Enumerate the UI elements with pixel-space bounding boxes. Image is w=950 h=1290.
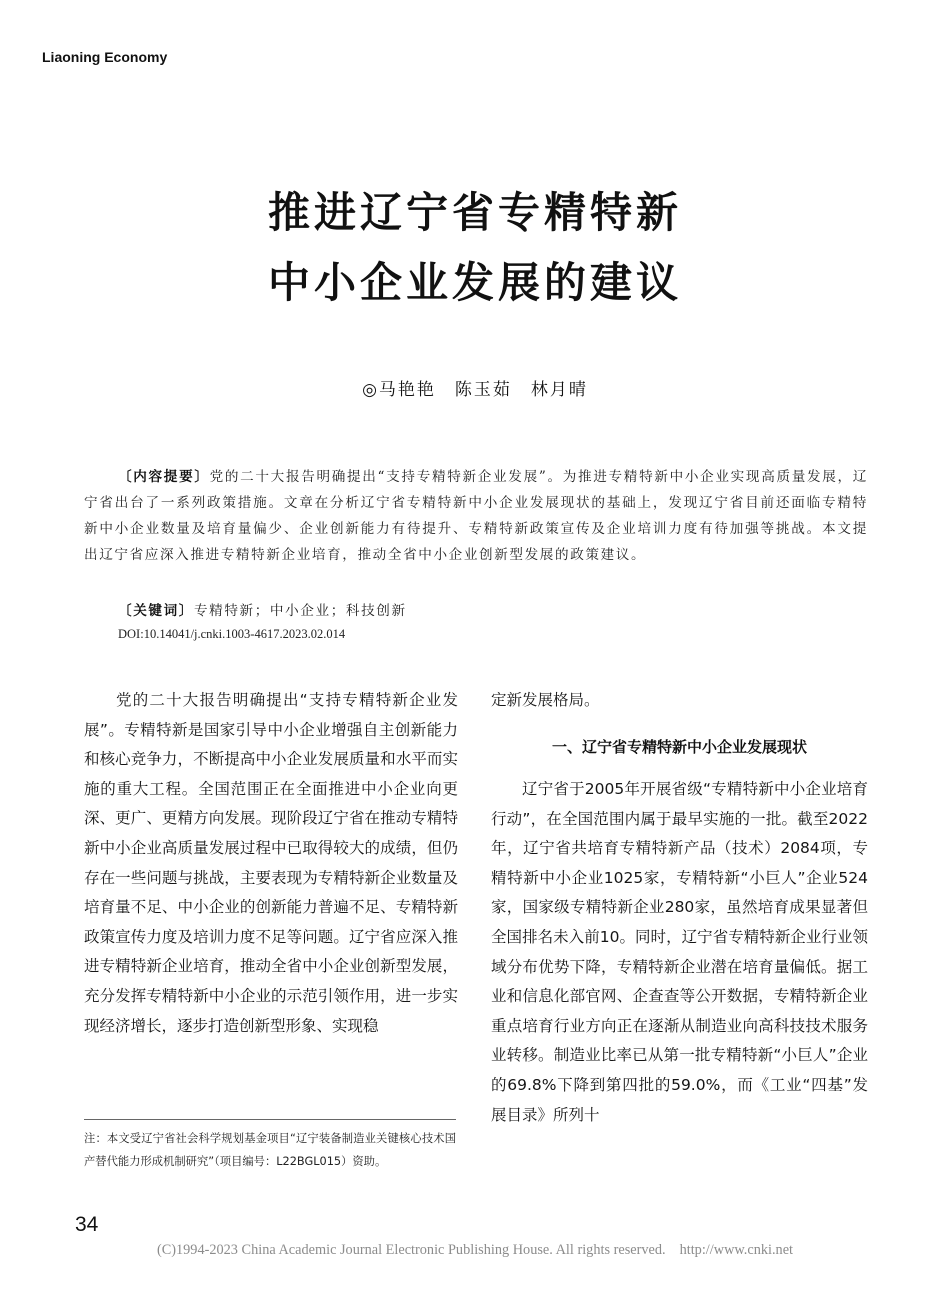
keywords [118,599,407,619]
footnote: 注：本文受辽宁省社会科学规划基金项目“辽宁装备制造业关键核心技术国产替代能力形成机制研究”（项目编号：L22BGL015）资助。 [84,1132,456,1168]
page-number: 34 [75,1213,99,1236]
body-right-continuation: 定新发展格局。 [491,691,600,709]
article-title-line-1: 推进辽宁省专精特新 [267,188,682,237]
body-left-paragraph: 党的二十大报告明确提出“支持专精特新企业发展”。专精特新是国家引导中小企业增强自主创新能力和核心竞争力，不断提高中小企业发展质量和水平而实施的重大工程。全国范围正在全面推进中小企业向更深、更广、更精方向发展。现阶段辽宁省在推动专精特新中小企业高质量发展过程中已取得较大的成绩，但仍存在一些问题与挑战，主要表现为专精特新企业数量及培育量不足、中小企业的创新能力普遍不足、专精特新政策宣传力度及培训力度不足等问题。辽宁省应深入推进专精特新企业培育，推动全省中小企业创新型发展，充分发挥专精特新中小企业的示范引领作用，进一步实现经济增长，逐步打造创新型形象、实现稳 [84,691,458,1035]
copyright-footer [0,1242,950,1259]
journal-header: Liaoning Economy [42,49,168,65]
abstract-text: 党的二十大报告明确提出“支持专精特新企业发展”。为推进专精特新中小企业实现高质量发展，辽宁省出台了一系列政策措施。文章在分析辽宁省专精特新中小企业发展现状的基础上，发现辽宁省目前还面临专精特新中小企业数量及培育量偏少、企业创新能力有待提升、专精特新政策宣传及企业培训力度有待加强等挑战。本文提出辽宁省应深入推进专精特新企业培育，推动全省中小企业创新型发展的政策建议。 [84,469,868,563]
keywords-label: 〔关键词〕 [118,603,194,619]
copyright-text: (C)1994-2023 China Academic Journal Electronic Publishing House. All rights reserved. [156,1242,666,1258]
section-heading: 一、辽宁省专精特新中小企业发展现状 [551,738,807,756]
footer-url[interactable]: http://www.cnki.net [679,1242,794,1258]
abstract [84,464,868,568]
footnote-divider [84,1119,456,1120]
abstract-label: 〔内容提要〕 [118,469,210,485]
body-right-paragraph: 辽宁省于2005年开展省级“专精特新中小企业培育行动”，在全国范围内属于最早实施的一批。截至2022年，辽宁省共培育专精特新产品（技术）2084项，专精特新中小企业1025家，专精特新“小巨人”企业524家，国家级专精特新企业280家，虽然培育成果显著但全国排名未入前10。同时，辽宁省专精特新企业行业领域分布优势下降，专精特新企业潜在培育量偏低。据工业和信息化部官网、企查查等公开数据，专精特新企业重点培育行业方向正在逐渐从制造业向高科技技术服务业转移。制造业比率已从第一批专精特新“小巨人”企业的69.8%下降到第四批的59.0%，而《工业“四基”发展目录》所列十 [491,780,868,1124]
article-title-line-2: 中小企业发展的建议 [267,258,682,307]
keywords-text: 专精特新；中小企业；科技创新 [193,603,407,619]
author-list: ◎马艳艳 陈玉茹 林月晴 [362,380,588,400]
doi: DOI:10.14041/j.cnki.1003-4617.2023.02.014 [118,627,346,641]
